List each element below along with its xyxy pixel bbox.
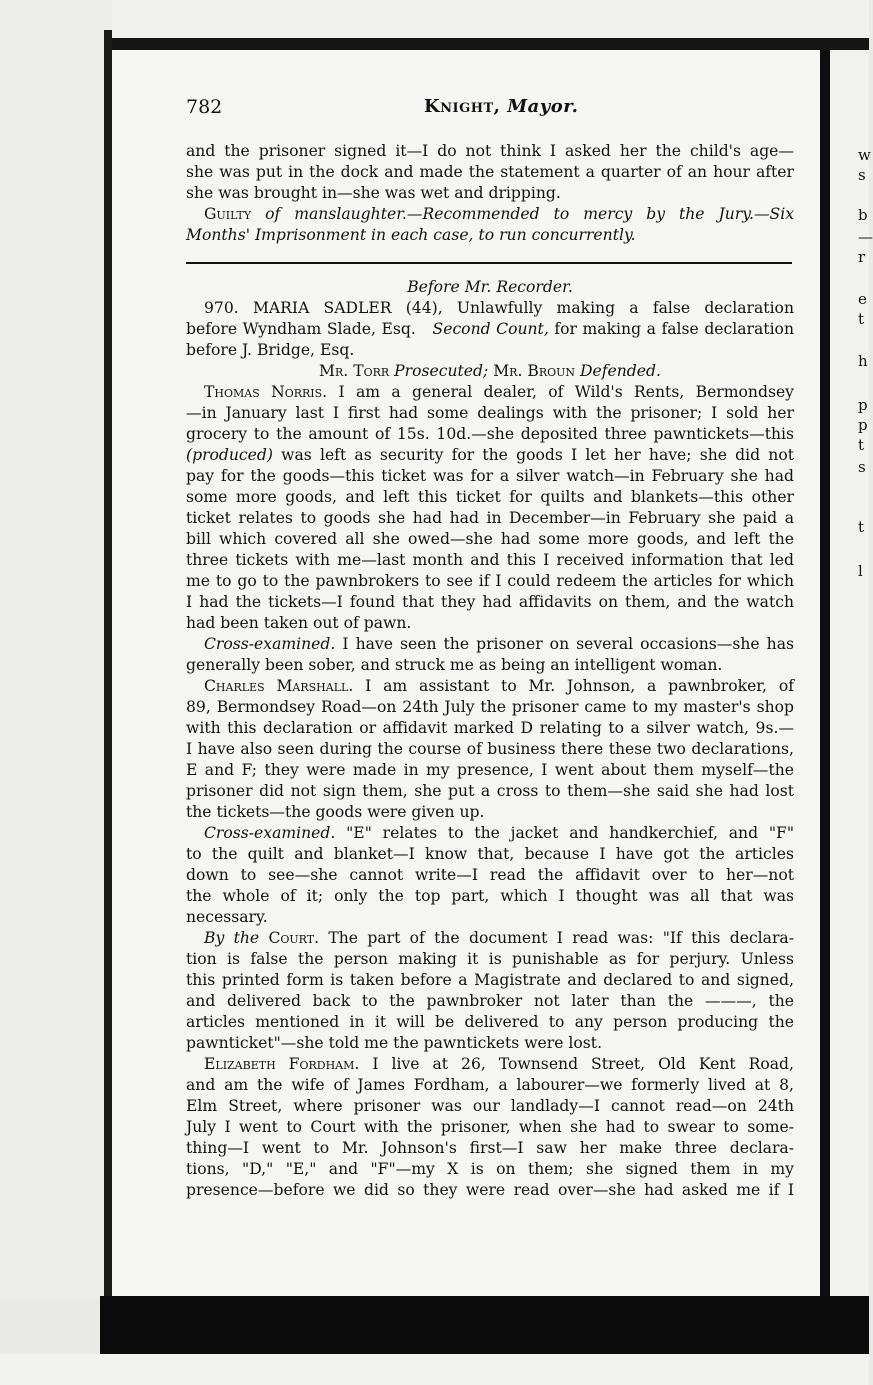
binding-shadow-left (104, 30, 112, 1300)
running-title (424, 96, 578, 117)
new-case (186, 277, 794, 1201)
case-title-line (186, 319, 794, 340)
testimony-line: presence—before we did so they were read over—she had asked me if I (186, 1181, 794, 1199)
binding-shadow-bottom (100, 1296, 869, 1354)
facing-page-fragment: t (858, 436, 865, 454)
facing-page-fragment: — (858, 228, 873, 246)
binding-shadow-top (112, 38, 869, 50)
testimony-line: pay for the goods—this ticket was for a silver watch—in February she had (186, 467, 794, 485)
testimony-line: July I went to Court with the prisoner, when she had to swear to some- (186, 1118, 794, 1136)
testimony-line: prisoner did not sign them, she put a cross to them—she said she had lost (186, 782, 794, 800)
cross-examination-line (186, 634, 794, 655)
court-label: Court. (268, 929, 320, 947)
testimony-line: I had the tickets—I found that they had affidavits on them, and the watch (186, 593, 794, 611)
court-question-line: and delivered back to the pawnbroker not later than the ———, the (186, 992, 794, 1010)
testimony-line: Elm Street, where prisoner was our landlady—I cannot read—on 24th (186, 1097, 794, 1115)
court-question-line: pawnticket"—she told me the pawntickets were lost. (186, 1034, 603, 1052)
testimony-line: —in January last I first had some dealings with the prisoner; I sold her (186, 404, 794, 422)
testimony-line (186, 676, 794, 697)
verdict-sentence: Months' Imprisonment in each case, to run concurrently. (186, 226, 636, 244)
second-count: Second Count, (432, 320, 549, 338)
witness-name: Charles Marshall. (204, 677, 354, 695)
court-question-line (186, 928, 794, 949)
testimony-line: with this declaration or affidavit marked D relating to a silver watch, 9s.— (186, 719, 794, 737)
case-title-line: 970. MARIA SADLER (44), Unlawfully making a false declaration (204, 299, 794, 317)
testimony-line: and am the wife of James Fordham, a labourer—we formerly lived at 8, (186, 1076, 794, 1094)
court-heading: Before Mr. Recorder. (407, 278, 573, 296)
case-title-fragment: before Wyndham Slade, Esq. (186, 320, 416, 338)
cross-examination-line: to the quilt and blanket—I know that, because I have got the articles (186, 845, 794, 863)
cross-examination-line: necessary. (186, 908, 268, 926)
facing-page-fragment: t (858, 518, 865, 536)
counsel-line (186, 361, 794, 382)
facing-page-fragment: l (858, 562, 863, 580)
testimony-line: tions, "D," "E," and "F"—my X is on them; she signed them in my (186, 1160, 794, 1178)
page-number: 782 (186, 96, 223, 118)
testimony-line (186, 445, 794, 466)
testimony-line: three tickets with me—last month and this I received information that led (186, 551, 794, 569)
cross-examined-label: Cross-examined. (204, 635, 336, 653)
scan-top-margin (0, 0, 869, 40)
court-question-line: articles mentioned in it will be delivered to any person producing the (186, 1013, 794, 1031)
by-the-label: By the (204, 929, 260, 947)
text-line: she was put in the dock and made the statement a quarter of an hour after (186, 163, 794, 181)
defender: Mr. Broun (493, 362, 576, 380)
prosecuted-label: Prosecuted; (394, 362, 489, 380)
testimony-text: The part of the document I read was: "If this declara- (319, 929, 794, 947)
witness-name: Thomas Norris. (204, 383, 328, 401)
produced-note: (produced) (186, 446, 273, 464)
testimony-line: 89, Bermondsey Road—on 24th July the prisoner came to my master's shop (186, 698, 794, 716)
facing-page-fragment: p (858, 416, 868, 434)
testimony-text: I live at 26, Townsend Street, Old Kent Road, (359, 1055, 794, 1073)
testimony-line: thing—I went to Mr. Johnson's first—I saw her make three declara- (186, 1139, 794, 1157)
cross-examination-line: the whole of it; only the top part, which I thought was all that was (186, 887, 794, 905)
testimony-line: I have also seen during the course of business there these two declarations, (186, 740, 794, 758)
case-title-fragment: for making a false declaration (548, 320, 794, 338)
testimony-text: I am assistant to Mr. Johnson, a pawnbroker, of (353, 677, 794, 695)
running-title-name: Knight, (424, 96, 501, 117)
cross-examination-line (186, 823, 794, 844)
verdict-guilty: Guilty (204, 205, 252, 223)
binding-gutter (820, 50, 830, 1300)
cross-examination-line: down to see—she cannot write—I read the affidavit over to her—not (186, 866, 794, 884)
testimony-line: had been taken out of pawn. (186, 614, 412, 632)
testimony-line (186, 382, 794, 403)
facing-page-fragment: s (858, 166, 866, 184)
testimony-line: some more goods, and left this ticket for quilts and blankets—this other (186, 488, 794, 506)
section-divider (186, 262, 792, 264)
scan-left-edge (0, 0, 112, 1300)
running-title-role: Mayor. (507, 96, 579, 117)
testimony-line: me to go to the pawnbrokers to see if I could redeem the articles for which (186, 572, 794, 590)
testimony-text: I have seen the prisoner on several occasions—she has (335, 635, 794, 653)
case-title-line: before J. Bridge, Esq. (186, 341, 355, 359)
testimony-text: was left as security for the goods I let her have; she did not (272, 446, 794, 464)
testimony-line: grocery to the amount of 15s. 10d.—she deposited three pawntickets—this (186, 425, 794, 443)
text-line: and the prisoner signed it—I do not think I asked her the child's age— (186, 142, 794, 160)
witness-name: Elizabeth Fordham. (204, 1055, 360, 1073)
testimony-text: "E" relates to the jacket and handkerchief, and "F" (335, 824, 794, 842)
scan-bottom-margin (0, 1354, 869, 1385)
cross-examined-label: Cross-examined. (204, 824, 336, 842)
text-line: she was brought in—she was wet and dripping. (186, 184, 561, 202)
testimony-line: the tickets—the goods were given up. (186, 803, 485, 821)
testimony-text: I am a general dealer, of Wild's Rents, Bermondsey (327, 383, 794, 401)
cross-examination-line: generally been sober, and struck me as being an intelligent woman. (186, 656, 723, 674)
testimony-line: ticket relates to goods she had had in December—in February she paid a (186, 509, 794, 527)
testimony-line (186, 1054, 794, 1075)
facing-page-fragment: r (858, 248, 866, 266)
running-head (186, 96, 794, 126)
facing-page-fragment: h (858, 352, 868, 370)
testimony-line: bill which covered all she owed—she had some more goods, and left the (186, 530, 794, 548)
verdict-line (186, 204, 794, 225)
facing-page-fragment: w (858, 146, 871, 164)
facing-page-fragment: p (858, 396, 868, 414)
facing-page-fragment: b (858, 206, 868, 224)
verdict-text: of manslaughter.—Recommended to mercy by the Jury.—Six (251, 205, 794, 223)
facing-page-fragment: s (858, 458, 866, 476)
prosecutor: Mr. Torr (319, 362, 390, 380)
previous-case-ending (186, 141, 794, 246)
facing-page-fragment: t (858, 310, 865, 328)
facing-page-fragment: e (858, 290, 867, 308)
testimony-line: E and F; they were made in my presence, I went about them myself—the (186, 761, 794, 779)
court-question-line: this printed form is taken before a Magistrate and declared to and signed, (186, 971, 794, 989)
defended-label: Defended. (580, 362, 661, 380)
court-question-line: tion is false the person making it is punishable as for perjury. Unless (186, 950, 794, 968)
